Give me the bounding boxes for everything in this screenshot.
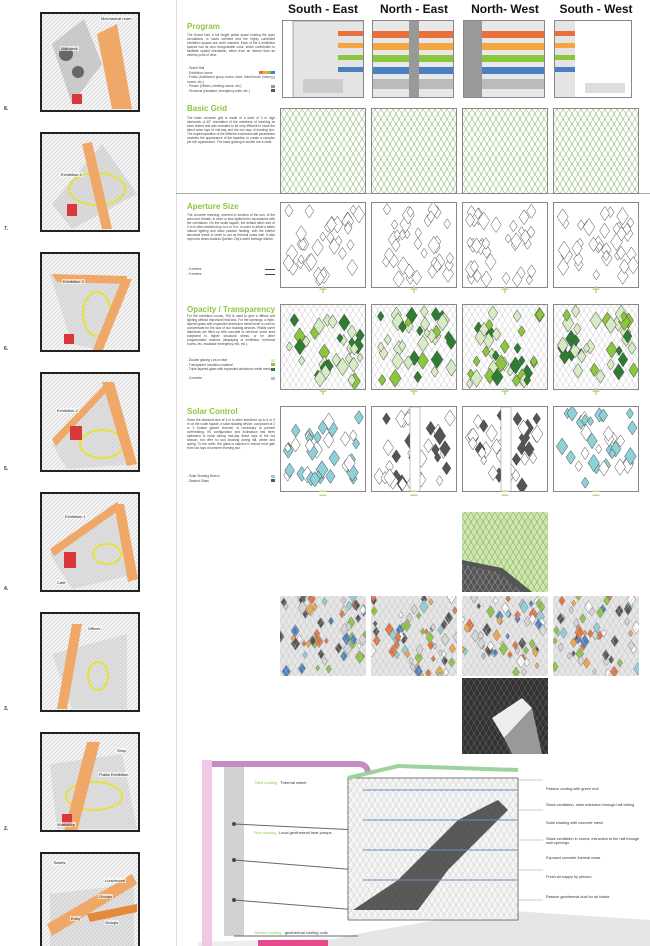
plus-sign: + <box>318 383 328 399</box>
plan-label: Exhibition 2 <box>57 408 78 413</box>
column-header: South - East <box>287 2 358 16</box>
equals-sign: = <box>318 485 328 501</box>
legend-item: - 9 meters <box>187 271 202 276</box>
plan-label: Café <box>57 580 66 585</box>
plan-label: Sun deck <box>61 46 78 51</box>
plus-sign: + <box>591 383 601 399</box>
section-note: Fresh air supply by plenum <box>546 875 592 879</box>
interior-render <box>462 678 548 754</box>
grid-panel-ne <box>371 108 457 194</box>
aperture-panel-ne <box>371 202 457 288</box>
program-elevation-sw <box>554 20 632 98</box>
plus-sign: + <box>318 281 328 297</box>
floor-plan-8 <box>40 12 140 112</box>
plan-number: 3. <box>4 706 9 712</box>
grid-panel-nw <box>462 108 548 194</box>
floor-plan-2 <box>40 732 140 832</box>
aperture-text: The concrete meshing, oriented in function of the sun, of the wind and climate, is more or less lightened in accordance with the orientation. On the south façade, the default stitch size of 3 m is often stretched up to 6 or 9 m, in order to admit a better natural lighting and allow passive heating, with the interior structural frame in order to act as thermal mass wall. It also improves views towards Québec City's world heritage district. <box>187 213 275 241</box>
plan-label: Groups <box>99 894 113 899</box>
program-elevation-nw <box>463 20 545 98</box>
plan-label: Public Exhibition <box>99 772 129 777</box>
plan-label: Workshop <box>57 822 75 827</box>
plan-number: 8. <box>4 106 9 112</box>
section-label: First cooling : Local geothermal heat pumps <box>254 830 332 835</box>
plan-label: Exhibition 3 <box>63 279 84 284</box>
legend-item: - Concrete <box>187 376 275 381</box>
equals-sign: = <box>591 485 601 501</box>
facade-render-sw <box>553 596 639 676</box>
legend-item: - Double glazing Low-e clear <box>187 358 275 363</box>
legend-item: - Public (Auditorium group rooms, store, ticket booth, locker rooms, etc.) <box>187 75 275 84</box>
legend-item: - Triple-layered glass with expanded aluminium metal mesh <box>187 367 275 376</box>
legend-item: - Grand Hall <box>187 66 205 70</box>
plus-sign: + <box>409 383 419 399</box>
legend-item: - Solar Shading Device <box>187 474 275 479</box>
solar-panel-ne <box>371 406 457 492</box>
equals-sign: = <box>500 485 510 501</box>
program-elevation-ne <box>372 20 454 98</box>
opacity-text: For the exhibition rooms, TIM is used to give a diffuse soft lighting without important heat loss. For the openings, a triple-layered glass with expanded aluminium metal mesh is used to compensate for the lack of sun shading devices. Finally some diamonds are filled up with concrete to reinforce some area subjected to higher structural stress, or for other programmatic reasons (displaying of exhibition, technical rooms, etc, escalator emergency exit, etc.). <box>187 314 275 346</box>
opacity-panel-se <box>280 304 366 390</box>
plus-sign: + <box>500 383 510 399</box>
section-note: Solar shading with concrete mesh <box>546 821 603 825</box>
opacity-title: Opacity / Transparency <box>187 305 276 314</box>
plan-number: 5. <box>4 466 9 472</box>
section-note: Exposed concrete thermal mass <box>546 856 601 860</box>
legend-item: - Stained Glass <box>187 479 275 484</box>
roof-render <box>462 512 548 592</box>
column-header: North- West <box>471 2 539 16</box>
grid-panel-se <box>280 108 366 194</box>
facade-render-ne <box>371 596 457 676</box>
column-header: North - East <box>379 2 448 16</box>
aperture-legend <box>187 267 275 276</box>
floor-plan-1 <box>40 852 140 946</box>
aperture-panel-sw <box>553 202 639 288</box>
section-note: Stack ventilation in rooms; extraction to the hall through wall openings <box>546 837 640 845</box>
column-divider <box>176 0 177 946</box>
plan-number: 2. <box>4 826 9 832</box>
opacity-panel-nw <box>462 304 548 390</box>
solar-panel-nw <box>462 406 548 492</box>
section-note: Stack ventilation, main extraction through hall ceiling <box>546 803 635 807</box>
solar-panel-se <box>280 406 366 492</box>
aperture-panel-nw <box>462 202 548 288</box>
plus-sign: + <box>500 281 510 297</box>
equals-sign: = <box>409 485 419 501</box>
solar-legend <box>187 474 275 483</box>
solar-text: Since the diamond size of 3 m is often stretched up to 6 or 9 m on the south façade, a solar shading device, composed of 2 or 3 frosted glazed channel, is necessary to prevent overheating. It's configuration and inclinaison has been optimised to block strong mid-day direct rays of the hot season, but offer no sun blocking during fall, winter and spring. To the north, the glass is stained to reduce heat gain from low rays of summer evening sun. <box>187 418 275 450</box>
basic-grid-text: The basic concrete grid is made of a seed of 3 m high diamonds. A 60° orientation of the members of meshing as been tested and was revealed to be very efficient to block the direct solar rays of mid-day and the low rays of evening sun. The superimposition of the different environmental parameters modeles the appearance of the façades, to create a complex yet rich appearance. The basic glazing is double low-e clear. <box>187 116 275 144</box>
plan-label: Exhibition 4 <box>61 172 82 177</box>
section-label: Second cooling : geothermal cooling coils <box>254 930 328 935</box>
section-label: Third cooling : Thermal wheel <box>254 780 307 785</box>
legend-item: - Technical (escalator, emergency exits, etc.) <box>187 89 275 94</box>
plan-label: Tickets <box>53 860 66 865</box>
program-text: The Grand Hall, a full height public space hosting the open circulations, is south oriented and the highly controlled exhibition spaces are north oriented. Each of the 4 exhibition spaces has its own recognizable color, which contributes to facilitate spatial orientation, either from an interior than an exterior point of view. <box>187 33 275 57</box>
plus-sign: + <box>591 281 601 297</box>
opacity-panel-sw <box>553 304 639 390</box>
legend-item: - 6 meters <box>187 267 202 271</box>
floor-plan-7 <box>40 132 140 232</box>
plus-sign: + <box>409 281 419 297</box>
grid-panel-sw <box>553 108 639 194</box>
plan-label: Mechanical room <box>101 16 132 21</box>
plan-label: Groups <box>105 920 119 925</box>
facade-render-nw <box>462 596 548 676</box>
facade-render-se <box>280 596 366 676</box>
program-legend <box>187 66 275 93</box>
plan-label: Shop <box>117 748 127 753</box>
floor-plan-6 <box>40 252 140 352</box>
plan-number: 7. <box>4 226 9 232</box>
aperture-title: Aperture Size <box>187 202 239 211</box>
basic-grid-title: Basic Grid <box>187 104 228 113</box>
floor-plan-5 <box>40 372 140 472</box>
floor-plan-4 <box>40 492 140 592</box>
plan-label: Lunchroom <box>105 878 126 883</box>
opacity-panel-ne <box>371 304 457 390</box>
program-elevation-se <box>282 20 364 98</box>
solar-title: Solar Control <box>187 407 238 416</box>
legend-item: - Transparent Insulation material <box>187 363 275 368</box>
section-note: Passive cooling with green roof <box>546 787 599 791</box>
plan-number: 6. <box>4 346 9 352</box>
section-note: Passive geothermal duct for air intake <box>546 895 610 899</box>
plan-label: Offices <box>88 626 101 631</box>
solar-panel-sw <box>553 406 639 492</box>
plan-label: Exhibition 1 <box>65 514 86 519</box>
plan-number: 4. <box>4 586 9 592</box>
floor-plan-3 <box>40 612 140 712</box>
column-header: South - West <box>559 2 633 16</box>
legend-item: - Exhibition rooms <box>187 71 275 76</box>
opacity-legend <box>187 358 275 381</box>
legend-item: - Private (Offices, meeting rooms, etc.) <box>187 84 275 89</box>
program-title: Program <box>187 22 220 31</box>
plan-label: Entry <box>71 916 81 921</box>
aperture-panel-se <box>280 202 366 288</box>
